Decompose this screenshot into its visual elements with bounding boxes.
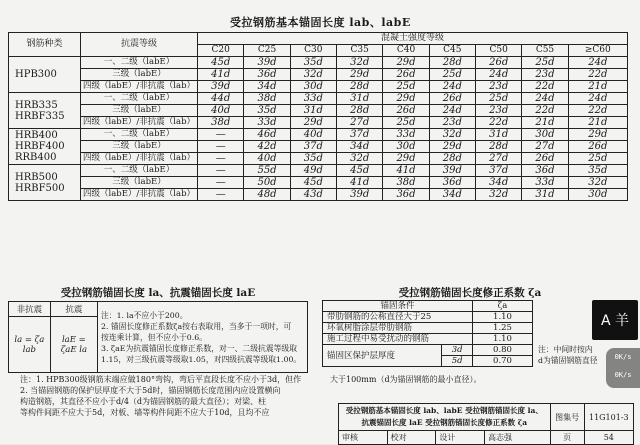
anchor-value-cell: 31d [290, 105, 336, 117]
anchor-value-cell: 32d [337, 153, 383, 165]
footnote-line: 注：1. HPB300级钢筋末端应做180°弯钩，弯后平直段长度不应小于3d，但作 [20, 375, 302, 384]
seismic-level-cell: 三级（labE） [81, 141, 198, 153]
anchor-value-cell: 39d [198, 81, 244, 93]
formula-seismic: laE = ζaE la [50, 317, 97, 373]
anchor-value-cell: 37d [337, 129, 383, 141]
factor-value: 1.25 [473, 323, 533, 334]
anchor-value-cell: 21d [522, 117, 568, 129]
factor-cond: 锚固区保护层厚度 [323, 345, 442, 367]
anchor-value-cell: 30d [383, 141, 429, 153]
seismic-level-cell: 一、二级（labE） [81, 165, 198, 177]
grade-header: C45 [429, 45, 475, 57]
anchor-value-cell: 24d [568, 93, 627, 105]
anchor-value-cell: 25d [383, 117, 429, 129]
anchor-value-cell: 25d [476, 93, 522, 105]
anchor-value-cell: 39d [337, 189, 383, 201]
app-badge-icon[interactable]: A 羊 [592, 300, 638, 340]
anchor-value-cell: 22d [476, 117, 522, 129]
table-row [9, 93, 628, 105]
anchor-value-cell: 44d [198, 93, 244, 105]
page-no: 54 [584, 431, 633, 445]
table-row [9, 153, 628, 165]
tb-designer: 高志强 [485, 431, 551, 445]
grade-header: C35 [337, 45, 383, 57]
factor-table-title: 受拉钢筋锚固长度修正系数 ζa [398, 287, 542, 299]
length-table-title: 受拉钢筋锚固长度 la、抗震锚固长度 laE [60, 287, 256, 299]
anchor-length-table [8, 32, 628, 201]
anchor-value-cell: 40d [198, 105, 244, 117]
anchor-value-cell: 26d [383, 69, 429, 81]
table-row [9, 165, 628, 177]
anchor-value-cell: 22d [522, 105, 568, 117]
anchor-value-cell: 55d [244, 165, 290, 177]
footnote-line: 等构件间距不应大于5d，对板、墙等构件间距不应大于10d，且均不应 [20, 408, 270, 417]
anchor-value-cell: 30d [290, 81, 336, 93]
atlas-label: 图集号 [550, 404, 584, 431]
title-block [338, 403, 634, 441]
page-label: 页 [550, 431, 584, 445]
table-row [9, 81, 628, 93]
formula-nonseismic: la = ζa lab [9, 317, 51, 373]
anchor-value-cell: 38d [198, 117, 244, 129]
anchor-value-cell: 31d [476, 129, 522, 141]
table-row [9, 105, 628, 117]
anchor-value-cell: 43d [290, 189, 336, 201]
factor-section [320, 277, 620, 377]
factor-cond: 环氧树脂涂层带肋钢筋 [323, 323, 473, 334]
anchor-value-cell: — [198, 129, 244, 141]
anchor-value-cell: 34d [476, 177, 522, 189]
anchor-value-cell: — [198, 165, 244, 177]
anchor-value-cell: 34d [337, 141, 383, 153]
anchor-value-cell: 26d [429, 93, 475, 105]
anchor-value-cell: 23d [476, 81, 522, 93]
table-row [9, 57, 628, 69]
anchor-value-cell: 48d [244, 189, 290, 201]
anchor-value-cell: 45d [337, 165, 383, 177]
anchor-value-cell: 23d [429, 117, 475, 129]
tb-title: 受拉钢筋基本锚固长度 lab、labE 受拉钢筋锚固长度 la、抗震锚固长度 laE 受拉钢筋锚固长度修正系数 ζa [339, 404, 551, 431]
header-concrete: 混凝土强度等级 [198, 33, 628, 45]
anchor-value-cell: 32d [337, 57, 383, 69]
anchor-value-cell: 28d [429, 57, 475, 69]
table-row [9, 177, 628, 189]
anchor-value-cell: 50d [244, 177, 290, 189]
factor-sub: 3d [442, 345, 473, 356]
footnote-line: 构造钢筋，其直径不应小于d/4（d为锚固钢筋的最大直径）；对梁、柱 [20, 397, 267, 406]
col-factor: ζa [473, 301, 533, 312]
factor-value: 0.70 [473, 356, 533, 367]
anchor-value-cell: 38d [383, 177, 429, 189]
factor-sub: 5d [442, 356, 473, 367]
header-steel: 钢筋种类 [9, 33, 81, 57]
anchor-value-cell: 34d [429, 189, 475, 201]
atlas-no: 11G101-3 [584, 404, 633, 431]
anchor-value-cell: 35d [568, 165, 627, 177]
table-row [9, 117, 628, 129]
anchor-value-cell: 36d [383, 189, 429, 201]
anchor-value-cell: 24d [429, 105, 475, 117]
grade-header: ≥C60 [568, 45, 627, 57]
tb-check: 校对 [387, 431, 436, 445]
seismic-level-cell: 三级（labE） [81, 177, 198, 189]
header-seismic: 抗震等级 [81, 33, 198, 57]
anchor-value-cell: 35d [290, 57, 336, 69]
anchor-value-cell: 36d [522, 165, 568, 177]
anchor-value-cell: 33d [290, 93, 336, 105]
anchor-value-cell: 28d [429, 153, 475, 165]
anchor-value-cell: 34d [244, 81, 290, 93]
steel-type-cell: HPB300 [9, 57, 81, 93]
main-table-title: 受拉钢筋基本锚固长度 lab、labE [230, 16, 411, 29]
anchor-value-cell: — [198, 141, 244, 153]
anchor-value-cell: 24d [568, 57, 627, 69]
anchor-value-cell: 33d [244, 117, 290, 129]
anchor-value-cell: 37d [476, 165, 522, 177]
anchor-value-cell: 33d [383, 129, 429, 141]
anchor-value-cell: 38d [244, 93, 290, 105]
anchor-value-cell: — [198, 153, 244, 165]
anchor-value-cell: 32d [476, 189, 522, 201]
anchor-value-cell: — [198, 177, 244, 189]
anchor-value-cell: 23d [476, 105, 522, 117]
anchor-value-cell: 23d [522, 69, 568, 81]
table-row [9, 129, 628, 141]
anchor-value-cell: 22d [568, 69, 627, 81]
tb-design: 设计 [436, 431, 485, 445]
footnote-line: 2. 当锚固钢筋的保护层厚度不大于5d时，锚固钢筋长度范围内应设置横向 [20, 386, 281, 395]
anchor-value-cell: 22d [568, 105, 627, 117]
anchor-value-cell: 32d [429, 129, 475, 141]
anchor-value-cell: 35d [244, 105, 290, 117]
factor-cond: 带肋钢筋的公称直径大于25 [323, 312, 473, 323]
anchor-value-cell: 21d [568, 81, 627, 93]
footnote-tail: 大于100mm（d为锚固钢筋的最小直径）。 [330, 375, 482, 384]
anchor-value-cell: 28d [337, 81, 383, 93]
anchor-value-cell: 29d [383, 57, 429, 69]
seismic-level-cell: 四级（labE）/非抗震（lab） [81, 117, 198, 129]
anchor-value-cell: 33d [522, 177, 568, 189]
seismic-level-cell: 一、二级（labE） [81, 57, 198, 69]
anchor-value-cell: 29d [383, 153, 429, 165]
network-speed-widget[interactable]: 0K/s 0K/s [606, 348, 640, 388]
length-notes: 注：1. la不应小于200。 2. 锚固长度修正系数ζa按右表取用，当多于一项时，可 按连乘计算，但不应小于0.6。 3. ζaE为抗震锚固长度修正系数，对一、二级抗震等级取 1.15，对三级抗震等级取1.05，对四级抗震等级取1.00。 [98, 302, 308, 373]
seismic-level-cell: 四级（labE）/非抗震（lab） [81, 153, 198, 165]
anchor-value-cell: 29d [337, 69, 383, 81]
anchor-value-cell: 25d [522, 57, 568, 69]
anchor-value-cell: 29d [429, 141, 475, 153]
anchor-value-cell: 21d [568, 117, 627, 129]
anchor-value-cell: 25d [383, 81, 429, 93]
seismic-level-cell: 一、二级（labE） [81, 129, 198, 141]
table-row [9, 69, 628, 81]
anchor-value-cell: 30d [568, 189, 627, 201]
anchor-value-cell: 41d [337, 177, 383, 189]
anchor-value-cell: 45d [290, 177, 336, 189]
anchor-value-cell: 39d [244, 57, 290, 69]
seismic-level-cell: 三级（labE） [81, 69, 198, 81]
anchor-value-cell: 31d [337, 93, 383, 105]
anchor-value-cell: 40d [244, 153, 290, 165]
anchor-value-cell: 26d [522, 153, 568, 165]
anchor-value-cell: 24d [522, 93, 568, 105]
anchor-value-cell: 25d [429, 69, 475, 81]
table-row [9, 141, 628, 153]
anchor-value-cell: 27d [476, 153, 522, 165]
col-nonseismic: 非抗震 [9, 302, 51, 317]
anchor-value-cell: 49d [290, 165, 336, 177]
anchor-value-cell: 29d [568, 129, 627, 141]
anchor-value-cell: 24d [476, 69, 522, 81]
anchor-value-cell: 40d [290, 129, 336, 141]
col-condition: 锚固条件 [323, 301, 473, 312]
anchor-value-cell: 26d [383, 105, 429, 117]
factor-table [322, 300, 533, 367]
anchor-value-cell: 45d [198, 57, 244, 69]
grade-header: C20 [198, 45, 244, 57]
anchor-value-cell: 41d [383, 165, 429, 177]
seismic-level-cell: 一、二级（labE） [81, 93, 198, 105]
table-row [9, 189, 628, 201]
length-table [8, 301, 308, 373]
grade-header: C25 [244, 45, 290, 57]
factor-side-note: 注：中间时按内 d为锚固钢筋直径 [538, 345, 598, 365]
anchor-value-cell: 27d [337, 117, 383, 129]
length-section [8, 277, 308, 377]
seismic-level-cell: 四级（labE）/非抗震（lab） [81, 81, 198, 93]
steel-type-cell: HRB335 HRBF335 [9, 93, 81, 129]
anchor-value-cell: 46d [244, 129, 290, 141]
factor-value: 1.10 [473, 312, 533, 323]
col-seismic: 抗震 [50, 302, 97, 317]
anchor-value-cell: 37d [290, 141, 336, 153]
anchor-value-cell: 22d [522, 81, 568, 93]
tb-review: 审核 [339, 431, 388, 445]
grade-header: C55 [522, 45, 568, 57]
steel-type-cell: HRB500 HRBF500 [9, 165, 81, 201]
steel-type-cell: HRB400 HRBF400 RRB400 [9, 129, 81, 165]
grade-header: C30 [290, 45, 336, 57]
grade-header: C40 [383, 45, 429, 57]
grade-header: C50 [476, 45, 522, 57]
anchor-value-cell: 31d [522, 189, 568, 201]
anchor-value-cell: 24d [429, 81, 475, 93]
anchor-value-cell: 42d [244, 141, 290, 153]
factor-cond: 施工过程中易受扰动的钢筋 [323, 334, 473, 345]
anchor-value-cell: 26d [476, 57, 522, 69]
anchor-value-cell: 28d [337, 105, 383, 117]
anchor-value-cell: 30d [522, 129, 568, 141]
anchor-value-cell: 36d [429, 177, 475, 189]
factor-value: 1.10 [473, 334, 533, 345]
anchor-value-cell: 41d [198, 69, 244, 81]
anchor-value-cell: — [198, 189, 244, 201]
anchor-value-cell: 39d [429, 165, 475, 177]
anchor-value-cell: 35d [290, 153, 336, 165]
seismic-level-cell: 四级（labE）/非抗震（lab） [81, 189, 198, 201]
anchor-value-cell: 36d [244, 69, 290, 81]
anchor-value-cell: 32d [290, 69, 336, 81]
anchor-value-cell: 28d [476, 141, 522, 153]
anchor-value-cell: 29d [290, 117, 336, 129]
anchor-value-cell: 32d [568, 177, 627, 189]
anchor-value-cell: 29d [383, 93, 429, 105]
anchor-value-cell: 27d [522, 141, 568, 153]
seismic-level-cell: 三级（labE） [81, 105, 198, 117]
anchor-value-cell: 25d [568, 153, 627, 165]
factor-value: 0.80 [473, 345, 533, 356]
anchor-value-cell: 26d [568, 141, 627, 153]
